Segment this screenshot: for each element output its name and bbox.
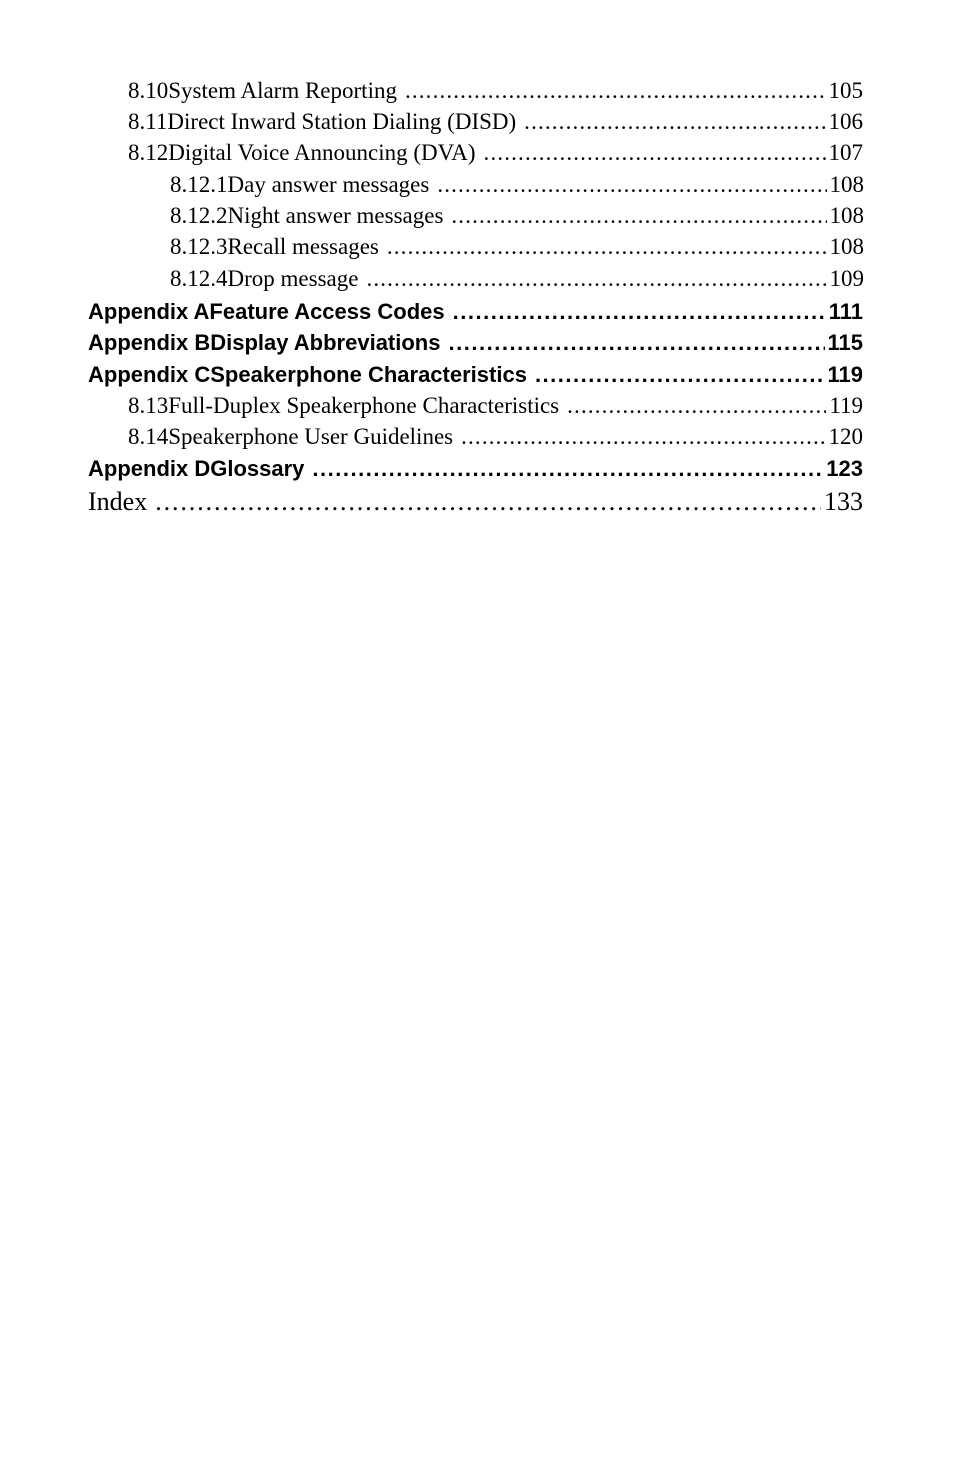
dot-leader — [366, 266, 826, 292]
toc-number: 8.11 — [128, 109, 168, 134]
toc-number: 8.12.4 — [170, 266, 228, 291]
toc-number: 8.10 — [128, 78, 169, 103]
toc-title: Speakerphone Characteristics — [210, 362, 527, 387]
dot-leader — [405, 78, 826, 104]
dot-leader — [453, 299, 826, 325]
toc-entry-appendix-c[interactable] — [88, 362, 863, 388]
toc-page-number: 106 — [828, 109, 863, 134]
toc-number: Appendix D — [88, 456, 211, 481]
toc-number: 8.12.1 — [170, 172, 228, 197]
toc-number: 8.12.3 — [170, 234, 228, 259]
toc-page-number: 107 — [828, 140, 863, 165]
toc-number: Appendix A — [88, 299, 210, 324]
toc-number: Appendix B — [88, 330, 211, 355]
toc-page-number: 105 — [828, 78, 863, 103]
toc-page-number: 108 — [829, 203, 864, 228]
dot-leader — [155, 487, 821, 517]
dot-leader — [387, 234, 827, 260]
toc-number: 8.12 — [128, 140, 169, 165]
toc-number: 8.14 — [128, 424, 169, 449]
toc-page-number: 115 — [827, 330, 863, 355]
dot-leader — [437, 172, 826, 198]
toc-entry-index[interactable] — [88, 487, 863, 517]
toc-entry-8-12[interactable] — [128, 140, 863, 166]
toc-page-number: 109 — [829, 266, 864, 291]
dot-leader — [535, 362, 825, 388]
dot-leader — [567, 393, 826, 419]
toc-title: Display Abbreviations — [210, 330, 441, 355]
toc-title: Night answer messages — [227, 203, 444, 228]
toc-title: Drop message — [227, 266, 359, 291]
toc-page-number: 108 — [829, 172, 864, 197]
toc-page-number: 119 — [827, 362, 863, 387]
toc-title: Digital Voice Announcing (DVA) — [168, 140, 476, 165]
toc-title: Direct Inward Station Dialing (DISD) — [167, 109, 517, 134]
toc-title: Feature Access Codes — [209, 299, 445, 324]
toc-entry-8-11[interactable] — [128, 109, 863, 135]
toc-page-number: 123 — [826, 456, 863, 481]
toc-entry-8-12-3[interactable] — [170, 234, 864, 260]
dot-leader — [524, 109, 825, 135]
toc-entry-8-13[interactable] — [128, 393, 863, 419]
toc-title: Recall messages — [227, 234, 379, 259]
dot-leader — [484, 140, 826, 166]
dot-leader — [461, 424, 825, 450]
toc-page-number: 119 — [829, 393, 863, 418]
toc-page-number: 120 — [828, 424, 863, 449]
toc-entry-8-12-4[interactable] — [170, 266, 864, 292]
toc-page-number: 133 — [824, 487, 863, 516]
toc-title: Glossary — [210, 456, 305, 481]
toc-page-number: 111 — [828, 299, 863, 324]
toc-entry-8-12-1[interactable] — [170, 172, 864, 198]
toc-entry-8-12-2[interactable] — [170, 203, 864, 229]
toc-number: Appendix C — [88, 362, 211, 387]
toc-title: Speakerphone User Guidelines — [168, 424, 454, 449]
toc-entry-8-10[interactable] — [128, 78, 863, 104]
toc-title: Day answer messages — [227, 172, 430, 197]
toc-title: System Alarm Reporting — [168, 78, 397, 103]
toc-entry-appendix-a[interactable] — [88, 299, 863, 325]
dot-leader — [312, 456, 823, 482]
toc-entry-8-14[interactable] — [128, 424, 863, 450]
toc-entry-appendix-b[interactable] — [88, 330, 863, 356]
toc-number: 8.12.2 — [170, 203, 228, 228]
toc-title: Index — [88, 487, 148, 516]
toc-title: Full-Duplex Speakerphone Characteristics — [168, 393, 560, 418]
dot-leader — [451, 203, 826, 229]
toc-page-number: 108 — [829, 234, 864, 259]
dot-leader — [448, 330, 824, 356]
toc-number: 8.13 — [128, 393, 169, 418]
toc-entry-appendix-d[interactable] — [88, 456, 863, 482]
